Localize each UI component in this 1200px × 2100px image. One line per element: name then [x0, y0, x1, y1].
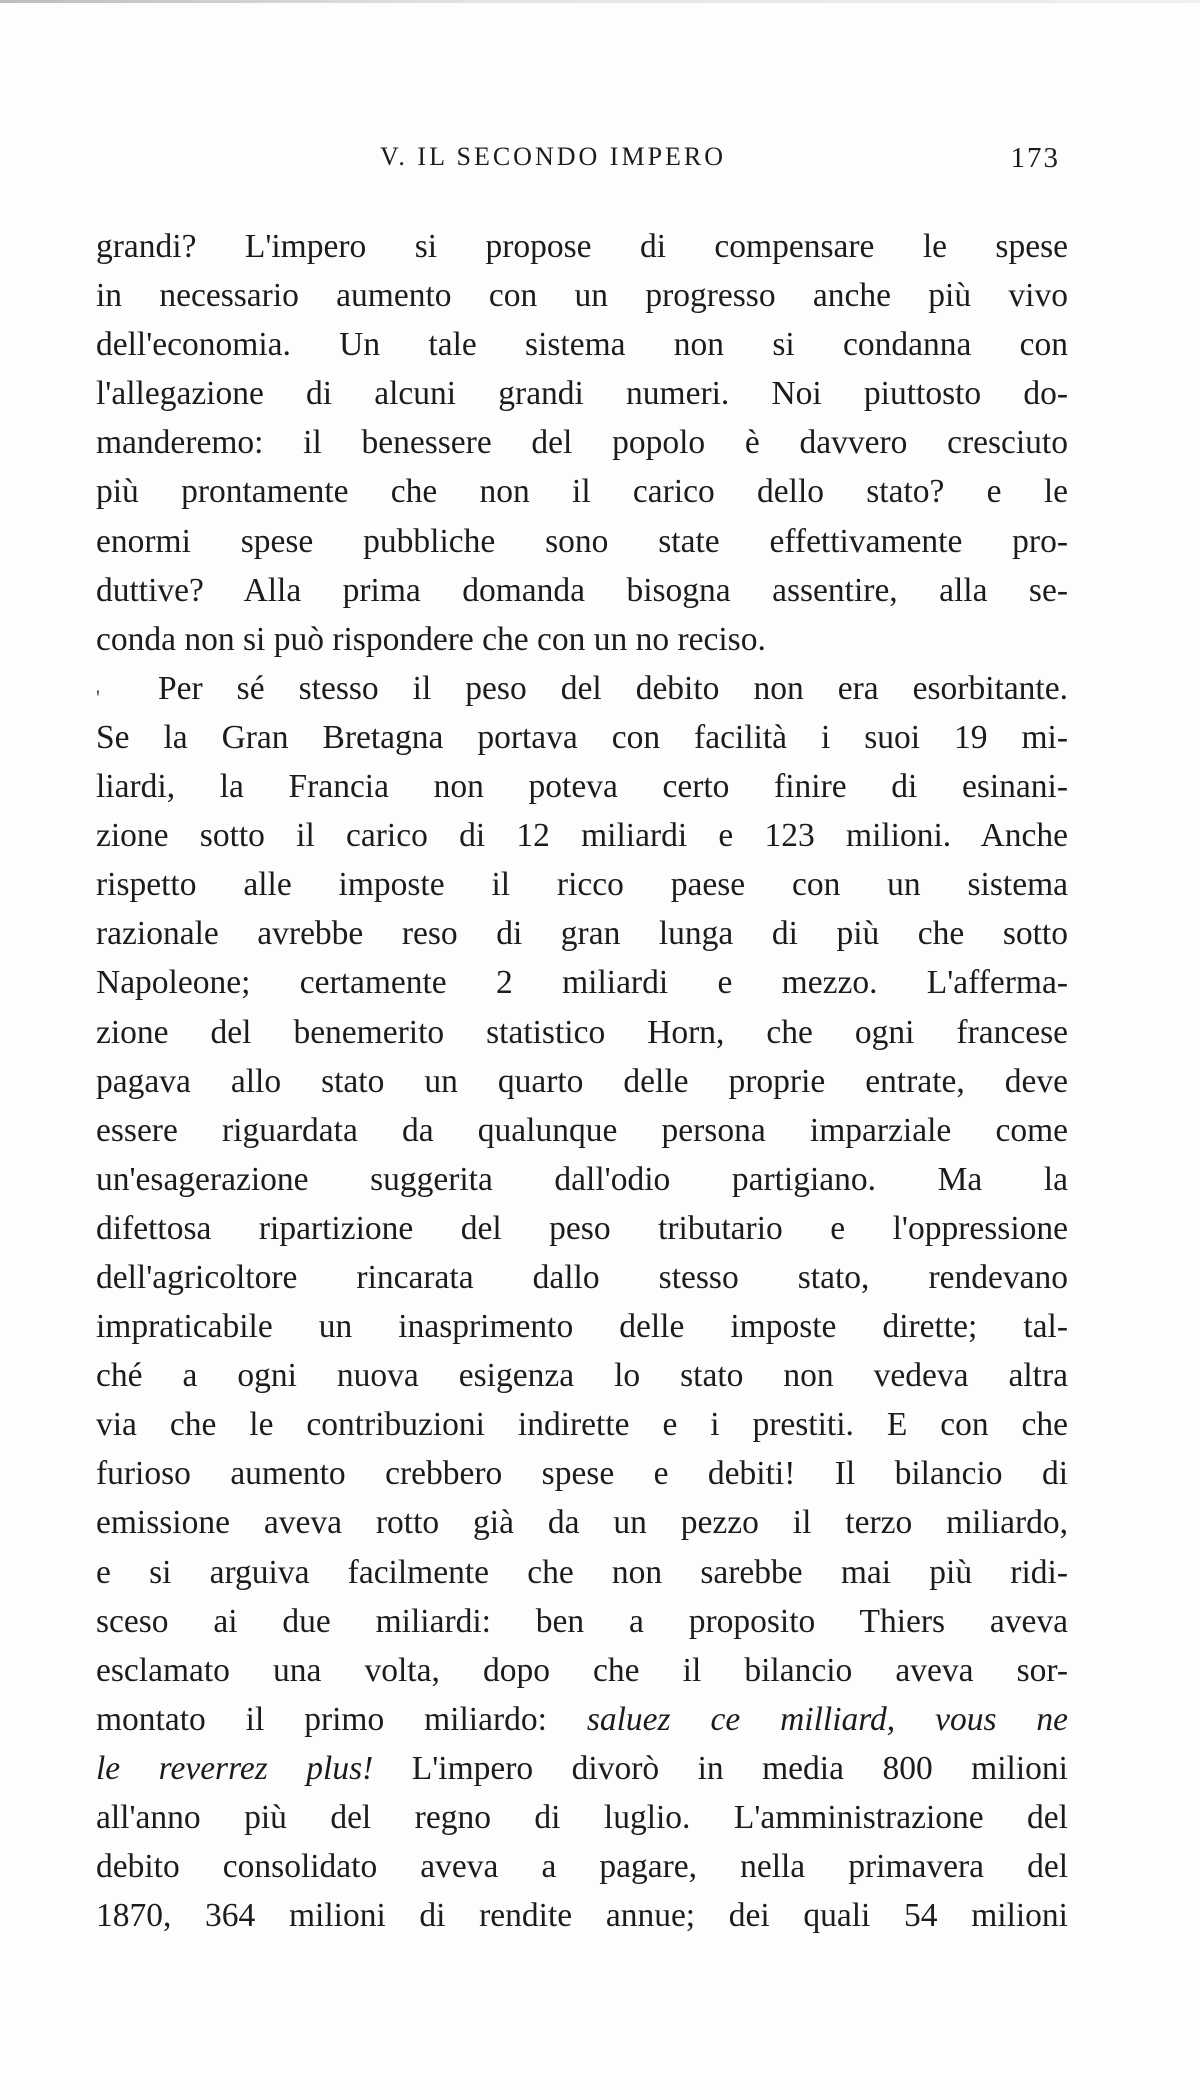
- text-line: zione del benemerito statistico Horn, che ogni francese: [96, 1013, 1068, 1051]
- page-header: [96, 142, 1060, 182]
- text-line: l'allegazione di alcuni grandi numeri. Noi piuttosto do-: [96, 375, 1068, 413]
- running-head: V. IL SECONDO IMPERO: [380, 142, 727, 171]
- text-line: ché a ogni nuova esigenza lo stato non vedeva altra: [96, 1357, 1068, 1395]
- text-line-with-quote: [96, 1695, 1068, 1744]
- text-line: sceso ai due miliardi: ben a proposito Thiers aveva: [96, 1602, 1068, 1640]
- text-line: enormi spese pubbliche sono state effettivamente pro-: [96, 522, 1068, 560]
- page-number: 173: [1010, 142, 1060, 174]
- text-segment: montato il primo miliardo:: [96, 1700, 587, 1738]
- text-line: all'anno più del regno di luglio. L'amministrazione del: [96, 1799, 1068, 1836]
- text-line: rispetto alle imposte il ricco paese con un sistema: [96, 866, 1068, 904]
- text-line: in necessario aumento con un progresso anche più vivo: [96, 277, 1068, 315]
- text-line: un'esagerazione suggerita dall'odio partigiano. Ma la: [96, 1160, 1068, 1198]
- text-line: manderemo: il benessere del popolo è davvero cresciuto: [96, 424, 1068, 462]
- text-line: Napoleone; certamente 2 miliardi e mezzo. L'afferma-: [96, 964, 1068, 1002]
- text-line: dell'agricoltore rincarata dallo stesso stato, rendevano: [96, 1258, 1068, 1296]
- text-line: liardi, la Francia non poteva certo finire di esinani-: [96, 768, 1068, 806]
- text-line: dell'economia. Un tale sistema non si condanna con: [96, 326, 1068, 364]
- text-line: debito consolidato aveva a pagare, nella primavera del: [96, 1848, 1068, 1886]
- french-quote: saluez ce milliard, vous ne: [586, 1700, 1068, 1738]
- page-edge: [0, 0, 1200, 3]
- body-text: [96, 222, 1068, 1940]
- text-line: esclamato una volta, dopo che il bilancio aveva sor-: [96, 1651, 1068, 1689]
- text-line: duttive? Alla prima domanda bisogna assentire, alla se-: [96, 571, 1068, 609]
- text-line: 1870, 364 milioni di rendite annue; dei quali 54 milioni: [96, 1897, 1068, 1935]
- text-line: pagava allo stato un quarto delle proprie entrate, deve: [96, 1062, 1068, 1100]
- text-line: Se la Gran Bretagna portava con facilità i suoi 19 mi-: [96, 718, 1068, 756]
- text-line: e si arguiva facilmente che non sarebbe mai più ridi-: [96, 1553, 1068, 1591]
- text-line: zione sotto il carico di 12 miliardi e 123 milioni. Anche: [96, 817, 1068, 855]
- text-line: difettosa ripartizione del peso tributario e l'oppressione: [96, 1209, 1068, 1247]
- text-line-with-quote: [96, 1744, 1068, 1793]
- text-line: essere riguardata da qualunque persona imparziale come: [96, 1111, 1068, 1149]
- french-quote: le reverrez plus!: [96, 1749, 374, 1787]
- stray-mark: ': [96, 685, 100, 710]
- paragraph-start-line: Per sé stesso il peso del debito non era esorbitante.: [158, 669, 1068, 707]
- text-line: furioso aumento crebbero spese e debiti! Il bilancio di: [96, 1455, 1068, 1493]
- text-line: emissione aveva rotto già da un pezzo il terzo miliardo,: [96, 1504, 1068, 1542]
- text-line: via che le contribuzioni indirette e i prestiti. E con che: [96, 1406, 1068, 1444]
- text-line: conda non si può rispondere che con un no reciso.: [96, 620, 766, 658]
- text-line: più prontamente che non il carico dello stato? e le: [96, 473, 1068, 511]
- text-line: grandi? L'impero si propose di compensare le spese: [96, 228, 1068, 265]
- text-line: impraticabile un inasprimento delle imposte dirette; tal-: [96, 1308, 1068, 1346]
- text-segment: L'impero divorò in media 800 milioni: [373, 1749, 1068, 1787]
- text-line: razionale avrebbe reso di gran lunga di più che sotto: [96, 915, 1068, 953]
